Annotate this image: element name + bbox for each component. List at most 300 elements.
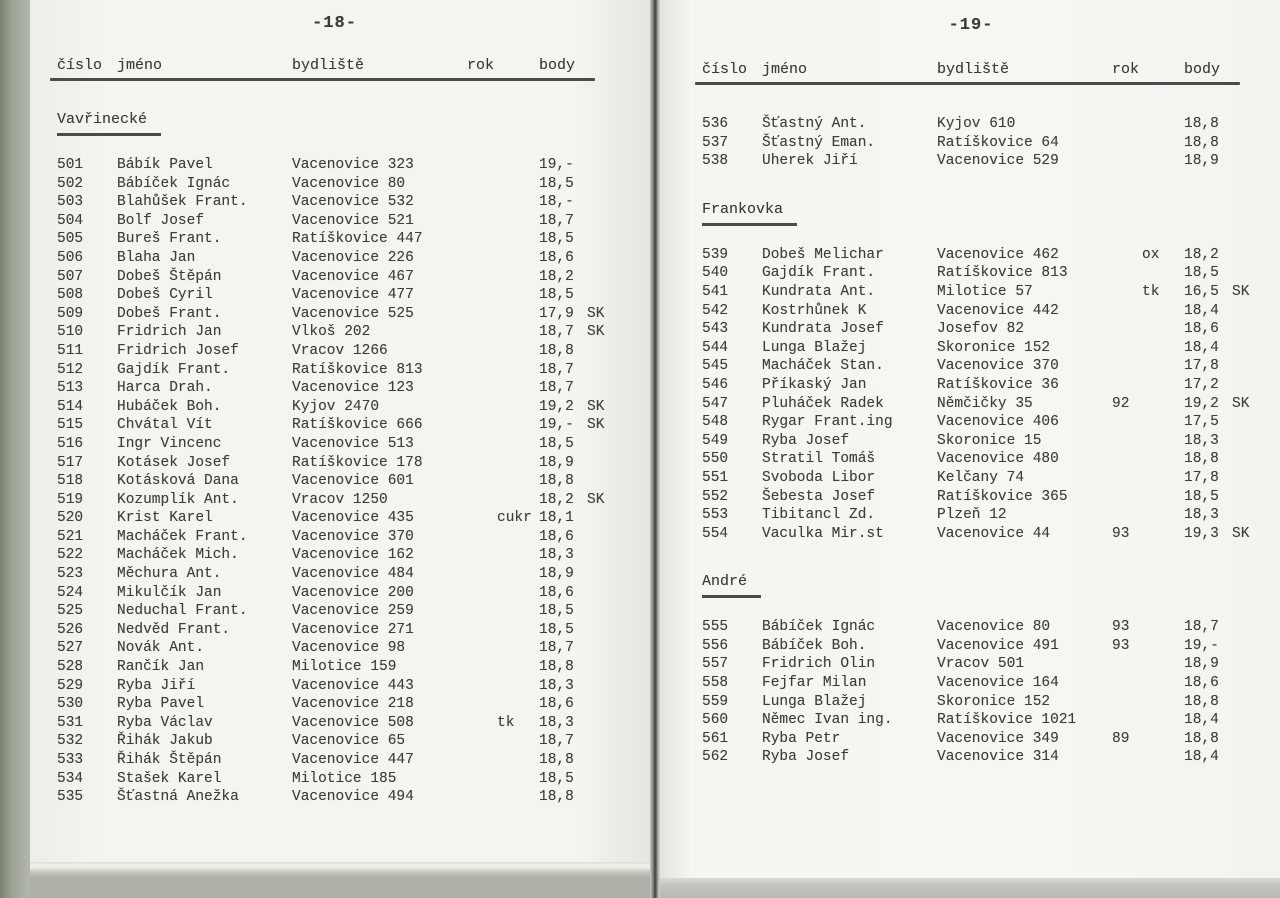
cell-name: Gajdík Frant. — [762, 265, 876, 282]
cell-note — [497, 788, 537, 807]
table-row — [57, 379, 652, 398]
cell-number: 559 — [702, 693, 729, 710]
table-row — [702, 674, 1280, 693]
cell-address: Vacenovice 323 — [292, 157, 414, 173]
cell-address: Vacenovice 525 — [292, 305, 414, 322]
cell-name: Ryba Václav — [117, 714, 213, 731]
cell-note — [497, 491, 537, 510]
cell-number: 523 — [57, 566, 84, 583]
cell-points: 18,4 — [1184, 339, 1219, 356]
column-header-row — [702, 61, 1280, 78]
cell-name: Rančík Jan — [117, 659, 205, 676]
cell-number: 528 — [57, 659, 84, 676]
cell-sk-flag — [585, 509, 587, 528]
cell-note — [497, 472, 537, 491]
cell-number: 512 — [57, 361, 84, 378]
cell-year — [467, 677, 497, 696]
cell-address: Vracov 501 — [937, 656, 1025, 673]
cell-number: 533 — [57, 752, 84, 768]
cell-address: Vacenovice 443 — [292, 677, 414, 694]
section-rows — [702, 618, 1280, 767]
cell-year — [1112, 339, 1142, 358]
table-row — [57, 398, 652, 417]
cell-note — [497, 677, 537, 696]
cell-year — [467, 565, 497, 584]
cell-number: 554 — [702, 525, 729, 542]
cell-number: 506 — [57, 249, 84, 266]
cell-points: 18,2 — [1184, 246, 1219, 263]
cell-name: Příkaský Jan — [762, 376, 867, 393]
cell-sk-flag: SK — [1232, 395, 1250, 412]
cell-name: Bolf Josef — [117, 212, 205, 229]
cell-address: Vacenovice 494 — [292, 789, 414, 806]
cell-address: Ratíškovice 666 — [292, 417, 423, 434]
cell-number: 502 — [57, 175, 84, 192]
cell-address: Vacenovice 532 — [292, 194, 414, 211]
cell-note — [1142, 525, 1182, 544]
cell-note — [1142, 711, 1182, 730]
cell-name: Kozumplík Ant. — [117, 491, 239, 508]
cell-address: Vacenovice 477 — [292, 287, 414, 304]
cell-points: 18,9 — [1184, 153, 1219, 170]
cell-points: 18,5 — [539, 287, 574, 304]
cell-year — [1112, 264, 1142, 283]
cell-address: Skoronice 152 — [937, 693, 1051, 710]
cell-points: 18,5 — [539, 621, 574, 638]
cell-note — [497, 695, 537, 714]
cell-note — [497, 342, 537, 361]
cell-address: Vacenovice 349 — [937, 730, 1059, 747]
table-row — [57, 230, 652, 249]
cell-number: 518 — [57, 473, 84, 490]
cell-sk-flag — [1230, 134, 1232, 153]
cell-name: Pluháček Radek — [762, 395, 884, 412]
left-page-sections — [57, 111, 652, 807]
table-row — [57, 491, 652, 510]
cell-sk-flag: SK — [587, 324, 605, 341]
cell-points: 17,8 — [1184, 358, 1219, 375]
cell-address: Vacenovice 521 — [292, 212, 414, 229]
cell-number: 560 — [702, 712, 729, 729]
cell-name: Ingr Vincenc — [117, 435, 222, 452]
cell-address: Ratíškovice 36 — [937, 376, 1059, 393]
scanner-edge — [0, 0, 30, 898]
table-row — [57, 677, 652, 696]
cell-sk-flag — [1230, 413, 1232, 432]
table-row — [57, 732, 652, 751]
cell-name: Němec Ivan ing. — [762, 712, 893, 729]
cell-address: Vacenovice 226 — [292, 249, 414, 266]
cell-address: Vacenovice 435 — [292, 510, 414, 527]
cell-name: Harca Drah. — [117, 380, 213, 397]
cell-note — [1142, 395, 1182, 414]
cell-sk-flag — [1230, 264, 1232, 283]
cell-sk-flag — [585, 788, 587, 807]
cell-number: 521 — [57, 528, 84, 545]
cell-sk-flag — [585, 658, 587, 677]
cell-name: Dobeš Melichar — [762, 246, 884, 263]
cell-address: Vacenovice 370 — [937, 358, 1059, 375]
table-row — [702, 115, 1280, 134]
cell-points: 18,9 — [1184, 656, 1219, 673]
cell-year — [1112, 655, 1142, 674]
cell-note — [1142, 637, 1182, 656]
cell-year — [1112, 302, 1142, 321]
cell-note — [497, 416, 537, 435]
cell-sk-flag — [1230, 376, 1232, 395]
cell-sk-flag — [1230, 469, 1232, 488]
cell-name: Bábík Pavel — [117, 157, 213, 173]
cell-note — [1142, 376, 1182, 395]
table-row — [57, 546, 652, 565]
cell-year — [1112, 413, 1142, 432]
cell-points: 18,8 — [1184, 451, 1219, 468]
cell-name: Kotásek Josef — [117, 454, 231, 471]
table-row — [702, 450, 1280, 469]
cell-points: 18,7 — [539, 380, 574, 397]
cell-number: 517 — [57, 454, 84, 471]
cell-sk-flag: SK — [1232, 525, 1250, 542]
cell-name: Bábíček Ignác — [762, 619, 876, 636]
right-page-sections — [702, 115, 1280, 767]
cell-sk-flag — [585, 472, 587, 491]
cell-address: Ratíškovice 365 — [937, 488, 1068, 505]
cell-address: Němčičky 35 — [937, 395, 1033, 412]
cell-year — [467, 751, 497, 770]
cell-note — [1142, 730, 1182, 749]
table-row — [702, 395, 1280, 414]
cell-note — [1142, 432, 1182, 451]
cell-note: tk — [1142, 283, 1160, 300]
cell-note — [497, 546, 537, 565]
cell-sk-flag — [585, 565, 587, 584]
cell-note — [1142, 264, 1182, 283]
cell-address: Vacenovice 508 — [292, 714, 414, 731]
table-row — [57, 212, 652, 231]
cell-points: 18,7 — [1184, 619, 1219, 636]
cell-name: Řihák Jakub — [117, 733, 213, 750]
cell-name: Chvátal Vít — [117, 417, 213, 434]
cell-points: 16,5 — [1184, 283, 1219, 300]
cell-points: 17,2 — [1184, 376, 1219, 393]
table-row — [702, 469, 1280, 488]
cell-note — [1142, 469, 1182, 488]
cell-name: Kostrhůnek K — [762, 302, 867, 319]
cell-note — [497, 230, 537, 249]
cell-year — [467, 658, 497, 677]
cell-number: 534 — [57, 770, 84, 787]
column-header-cislo: číslo — [57, 57, 103, 74]
cell-number: 522 — [57, 547, 84, 564]
cell-number: 536 — [702, 116, 729, 132]
table-row — [57, 565, 652, 584]
table-row — [702, 320, 1280, 339]
cell-sk-flag — [585, 435, 587, 454]
cell-points: 18,3 — [1184, 507, 1219, 524]
cell-number: 505 — [57, 231, 84, 248]
cell-number: 507 — [57, 268, 84, 285]
cell-note — [497, 361, 537, 380]
cell-points: 18,6 — [1184, 321, 1219, 338]
table-row — [702, 432, 1280, 451]
table-row — [702, 152, 1280, 171]
cell-note — [497, 584, 537, 603]
table-row — [57, 286, 652, 305]
cell-address: Vacenovice 513 — [292, 435, 414, 452]
cell-name: Blaha Jan — [117, 249, 196, 266]
header-rule — [695, 82, 1240, 85]
cell-sk-flag — [1230, 320, 1232, 339]
cell-name: Bábíček Ignác — [117, 175, 231, 192]
section-rows — [702, 115, 1280, 171]
cell-number: 537 — [702, 134, 729, 151]
cell-year — [467, 305, 497, 324]
cell-note — [1142, 450, 1182, 469]
cell-points: 19,2 — [539, 398, 574, 415]
cell-year — [467, 156, 497, 175]
cell-year — [1112, 469, 1142, 488]
table-row — [57, 156, 652, 175]
table-row — [702, 488, 1280, 507]
cell-year: 92 — [1112, 395, 1130, 412]
cell-sk-flag — [585, 193, 587, 212]
cell-sk-flag — [1230, 339, 1232, 358]
cell-sk-flag: SK — [587, 305, 605, 322]
cell-points: 18,8 — [539, 789, 574, 806]
cell-address: Vacenovice 218 — [292, 696, 414, 713]
cell-points: 18,8 — [539, 473, 574, 490]
cell-number: 515 — [57, 417, 84, 434]
cell-sk-flag — [1230, 730, 1232, 749]
cell-note — [1142, 674, 1182, 693]
cell-year — [467, 454, 497, 473]
cell-points: 18,8 — [539, 752, 574, 768]
column-header-body: body — [1184, 61, 1221, 78]
cell-name: Kundrata Josef — [762, 321, 884, 338]
cell-name: Stratil Tomáš — [762, 451, 876, 468]
cell-year — [1112, 152, 1142, 171]
cell-points: 18,2 — [539, 268, 574, 285]
cell-name: Šťastný Eman. — [762, 134, 876, 151]
column-header-body: body — [539, 57, 576, 74]
cell-name: Tibitancl Zd. — [762, 507, 876, 524]
cell-name: Nedvěd Frant. — [117, 621, 231, 638]
cell-sk-flag — [1230, 302, 1232, 321]
cell-number: 513 — [57, 380, 84, 397]
cell-points: 18,6 — [1184, 675, 1219, 692]
cell-year: 93 — [1112, 525, 1130, 542]
cell-number: 547 — [702, 395, 729, 412]
table-row — [702, 413, 1280, 432]
cell-note — [497, 323, 537, 342]
cell-address: Ratíškovice 1021 — [937, 712, 1077, 729]
cell-note — [497, 751, 537, 770]
cell-points: 18,9 — [539, 454, 574, 471]
cell-note — [1142, 506, 1182, 525]
table-row — [702, 637, 1280, 656]
cell-note — [497, 528, 537, 547]
cell-name: Svoboda Libor — [762, 469, 876, 486]
cell-name: Šťastná Anežka — [117, 789, 239, 806]
cell-note — [497, 658, 537, 677]
cell-points: 18,4 — [1184, 749, 1219, 766]
cell-sk-flag — [585, 677, 587, 696]
cell-sk-flag — [1230, 655, 1232, 674]
cell-number: 558 — [702, 675, 729, 692]
page-number-left: -18- — [312, 14, 357, 33]
cell-sk-flag: SK — [587, 398, 605, 415]
cell-points: 18,2 — [539, 491, 574, 508]
cell-address: Vacenovice 98 — [292, 640, 406, 657]
table-row — [57, 509, 652, 528]
cell-note — [497, 621, 537, 640]
table-row — [702, 693, 1280, 712]
cell-name: Bureš Frant. — [117, 231, 222, 248]
cell-name: Ryba Petr — [762, 730, 841, 747]
cell-points: 18,- — [539, 194, 574, 211]
cell-name: Dobeš Štěpán — [117, 268, 222, 285]
cell-number: 526 — [57, 621, 84, 638]
cell-year — [467, 212, 497, 231]
cell-year — [1112, 506, 1142, 525]
cell-points: 17,8 — [1184, 469, 1219, 486]
cell-address: Vacenovice 442 — [937, 302, 1059, 319]
page-number-right: -19- — [948, 16, 994, 35]
table-row — [702, 134, 1280, 153]
table-row — [702, 264, 1280, 283]
cell-number: 556 — [702, 637, 729, 654]
cell-sk-flag — [585, 342, 587, 361]
table-row — [57, 714, 652, 733]
cell-points: 18,8 — [1184, 693, 1219, 710]
cell-name: Mikulčík Jan — [117, 584, 222, 601]
cell-address: Vacenovice 447 — [292, 752, 414, 768]
cell-note — [1142, 134, 1182, 153]
cell-address: Ratíškovice 813 — [937, 265, 1068, 282]
cell-number: 539 — [702, 246, 729, 263]
table-row — [57, 249, 652, 268]
cell-year — [467, 435, 497, 454]
cell-address: Vacenovice 162 — [292, 547, 414, 564]
cell-number: 553 — [702, 507, 729, 524]
cell-note — [1142, 302, 1182, 321]
cell-address: Vacenovice 370 — [292, 528, 414, 545]
cell-year — [467, 602, 497, 621]
table-row — [57, 323, 652, 342]
cell-address: Vacenovice 601 — [292, 473, 414, 490]
cell-address: Vacenovice 491 — [937, 637, 1059, 654]
cell-address: Kelčany 74 — [937, 469, 1025, 486]
cell-note — [1142, 655, 1182, 674]
table-row — [702, 246, 1280, 265]
cell-name: Fridrich Jan — [117, 324, 222, 341]
column-header-spacer — [1142, 61, 1182, 78]
cell-points: 18,3 — [1184, 432, 1219, 449]
cell-number: 542 — [702, 302, 729, 319]
cell-note — [497, 602, 537, 621]
cell-year — [467, 268, 497, 287]
cell-sk-flag — [585, 621, 587, 640]
cell-year — [467, 286, 497, 305]
table-row — [702, 283, 1280, 302]
table-row — [57, 472, 652, 491]
table-row — [57, 621, 652, 640]
column-header-rok: rok — [467, 57, 495, 74]
table-row — [57, 639, 652, 658]
cell-name: Krist Karel — [117, 510, 213, 527]
cell-address: Kyjov 610 — [937, 116, 1016, 132]
cell-address: Vlkoš 202 — [292, 324, 371, 341]
cell-points: 18,7 — [539, 733, 574, 750]
cell-note — [497, 268, 537, 287]
cell-note: ox — [1142, 246, 1160, 263]
cell-sk-flag — [585, 695, 587, 714]
cell-number: 552 — [702, 488, 729, 505]
cell-number: 530 — [57, 696, 84, 713]
table-row — [57, 175, 652, 194]
table-row — [702, 730, 1280, 749]
cell-sk-flag — [585, 602, 587, 621]
cell-name: Měchura Ant. — [117, 566, 222, 583]
cell-note — [497, 770, 537, 789]
table-row — [57, 584, 652, 603]
table-row — [702, 525, 1280, 544]
cell-note — [1142, 320, 1182, 339]
cell-sk-flag — [585, 156, 587, 175]
cell-points: 18,4 — [1184, 302, 1219, 319]
cell-note — [497, 732, 537, 751]
cell-year — [467, 770, 497, 789]
cell-sk-flag — [585, 528, 587, 547]
cell-year — [467, 230, 497, 249]
cell-address: Vacenovice 406 — [937, 414, 1059, 431]
cell-sk-flag — [585, 230, 587, 249]
cell-name: Kotásková Dana — [117, 473, 239, 490]
cell-number: 544 — [702, 339, 729, 356]
cell-sk-flag — [585, 379, 587, 398]
cell-address: Vacenovice 314 — [937, 749, 1059, 766]
cell-note — [497, 305, 537, 324]
cell-year — [1112, 376, 1142, 395]
cell-name: Macháček Frant. — [117, 528, 248, 545]
cell-number: 514 — [57, 398, 84, 415]
cell-number: 504 — [57, 212, 84, 229]
cell-number: 538 — [702, 153, 729, 170]
cell-points: 18,5 — [1184, 488, 1219, 505]
cell-points: 18,8 — [1184, 134, 1219, 151]
cell-points: 18,7 — [539, 361, 574, 378]
cell-address: Vacenovice 529 — [937, 153, 1059, 170]
section-rows — [702, 246, 1280, 544]
cell-sk-flag — [1230, 115, 1232, 134]
cell-sk-flag — [1230, 450, 1232, 469]
cell-address: Kyjov 2470 — [292, 398, 380, 415]
cell-note: tk — [497, 714, 515, 731]
cell-note — [497, 286, 537, 305]
table-row — [57, 454, 652, 473]
table-row — [702, 339, 1280, 358]
cell-name: Kundrata Ant. — [762, 283, 876, 300]
cell-sk-flag — [1230, 432, 1232, 451]
cell-year — [1112, 115, 1142, 134]
cell-number: 509 — [57, 305, 84, 322]
book-spine — [650, 0, 660, 898]
cell-address: Josefov 82 — [937, 321, 1025, 338]
cell-name: Macháček Mich. — [117, 547, 239, 564]
cell-points: 18,9 — [539, 566, 574, 583]
table-row — [57, 361, 652, 380]
page-stack-edge-right — [660, 878, 1280, 898]
